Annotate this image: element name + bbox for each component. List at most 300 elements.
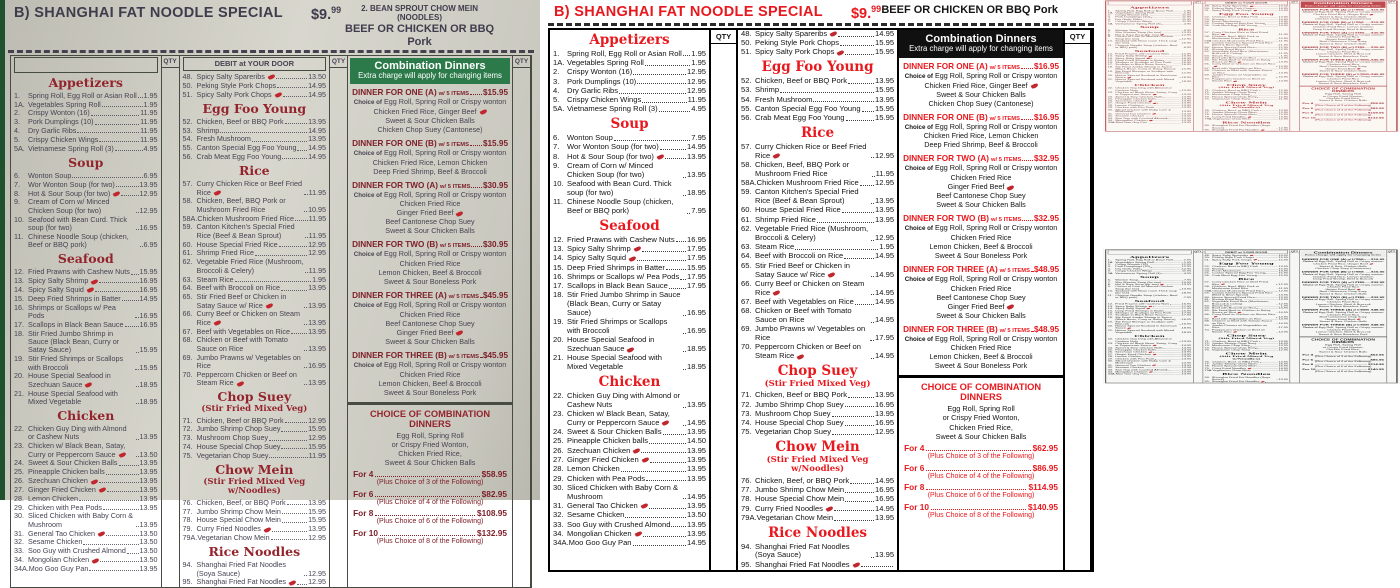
item-name-text: Crispy Wonton (16) [1115, 14, 1148, 16]
item-name-text: Spring Roll, Egg Roll or Asian Roll [1115, 9, 1173, 11]
choice-of-label: Choice of [354, 150, 382, 157]
item-name-text: Chicken Guy Ding with Almond or Cashew Nuts [28, 424, 127, 441]
debit-header-cell: DEBIT at YOUR DOOR [183, 57, 327, 71]
item-price: 18.95 [140, 398, 158, 406]
dinner-name: DINNER FOR ONE (A) [1302, 258, 1347, 260]
item-number: 60. [1205, 46, 1212, 48]
item-number: 62. [741, 225, 755, 234]
item-price: 13.95 [875, 206, 894, 215]
item-price: 12.95 [140, 190, 158, 198]
item-number: 69. [183, 354, 197, 362]
item-number: 68. [1205, 320, 1212, 322]
item-name-text: Vegetable Fried Rice (Mushroom, Broccoli & Celery) [1212, 300, 1269, 304]
item-price: 13.95 [1278, 345, 1288, 347]
dot-leader [795, 249, 878, 250]
menu-item [741, 188, 894, 206]
item-number: 64. [1205, 57, 1212, 59]
item-price: 13.95 [1182, 283, 1192, 285]
menu-item [183, 354, 327, 371]
item-number: 18. [14, 330, 28, 338]
item-name-text: Peking Style Pork Chops [1212, 7, 1254, 9]
item-name-text: Chicken, Beef or BBQ Pork [1212, 89, 1258, 91]
item-name-text: Chicken, Beef or BBQ Pork [1212, 265, 1258, 267]
item-price: 11.95 [309, 232, 326, 240]
item-name [1212, 381, 1265, 383]
item-number: 58. [183, 197, 197, 205]
item-price: 14.95 [875, 289, 894, 298]
item-name-text: House Special Seafood in Szechuan Sauce [567, 335, 654, 353]
item-name-text: Curry Beef or Chicken on Steam Rice [197, 309, 300, 326]
item-price: 7.95 [691, 134, 706, 143]
dot-leader [304, 350, 307, 351]
dinner-line-text: Chicken Fried Rice [400, 370, 461, 379]
item-price: 16.95 [1182, 323, 1192, 325]
item-name-text: Vegetarian Chow Mein [1212, 369, 1250, 371]
dot-leader [834, 510, 874, 511]
chili-icon [289, 579, 297, 585]
item-price: 14.95 [875, 30, 894, 39]
item-number: 65. [183, 293, 197, 301]
item-number: 26. [14, 477, 28, 485]
dinner-line-text: Ginger Fried Beef [1325, 38, 1355, 40]
item-price: 11.95 [140, 109, 157, 117]
item-name [29, 565, 89, 573]
item-price: 13.50 [140, 451, 158, 459]
dot-leader [683, 195, 686, 196]
combination-banner [1301, 251, 1386, 258]
item-price: 13.95 [140, 468, 158, 476]
chili-icon [479, 109, 487, 115]
dinner-line [903, 173, 1059, 182]
item-number: 95. [183, 578, 197, 586]
choice-of-label: Choice of [1303, 261, 1318, 263]
item-number: 7. [553, 143, 567, 152]
item-name-text: Jumbo Shrimp Chow Mein [1212, 363, 1257, 365]
item-price: 4.95 [691, 105, 706, 114]
item-name-text: House Special Seafood with Mixed Vegetable [567, 353, 662, 371]
item-name [197, 371, 304, 388]
item-price: 16.95 [687, 309, 706, 318]
debit-header-cell: DEBIT at YOUR DOOR [1205, 1, 1288, 4]
item-name [28, 425, 135, 442]
item-name-text: Vegetarian Chop Suey [1212, 98, 1250, 100]
item-number: 8. [1108, 34, 1115, 36]
dinner-price: $30.95 [483, 181, 508, 190]
choice-combination-desc: Sweet & Sour Chicken Balls [1302, 350, 1384, 352]
item-name-text: Spicy Salty Pork Chops [1212, 9, 1252, 11]
item-price: 14.95 [875, 477, 894, 486]
item-name-text: Wonton Soup [567, 133, 613, 142]
item-price: 12.95 [875, 152, 894, 161]
item-price: 14.95 [687, 539, 706, 548]
dinner-line [352, 319, 508, 328]
item-name-text: Seafood with Bean Curd. Thick soup (for two) [1115, 290, 1177, 294]
item-name-text: Spring Roll, Egg Roll or Asian Roll [1115, 259, 1173, 261]
item-name-text: Shrimp Fried Rice [1212, 48, 1242, 50]
item-name-text: Fresh Mushroom [197, 134, 251, 143]
item-name-text: House Special Fried Rice [197, 240, 278, 249]
section-subtitle: (Stir Fried Mixed Veg w/Noodles) [741, 456, 894, 475]
item-number: 62. [1205, 51, 1212, 53]
item-number: 29. [14, 504, 28, 512]
item-number: 71. [1205, 340, 1212, 342]
item-name [755, 428, 831, 437]
qty-header: QTY [1387, 1, 1396, 4]
dinner-line [903, 334, 1059, 344]
item-price: 13.95 [1182, 96, 1192, 98]
menu-note-line2: BEEF OR CHICKEN OR BBQ Pork [341, 23, 498, 49]
item-number: 65. [1205, 59, 1212, 61]
dot-leader [304, 367, 308, 368]
item-number: 5. [553, 96, 567, 105]
chili-icon [214, 320, 222, 326]
item-name [569, 539, 632, 548]
item-price: 13.50 [140, 556, 158, 564]
item-name-text: Mongolian Chicken [28, 555, 89, 564]
dinner-block [1302, 296, 1385, 307]
section-title: Rice Noodles [741, 526, 894, 541]
item-name-text: Chicken with Pea Pods [28, 503, 102, 512]
dot-leader [281, 448, 307, 449]
item-number: 20. [14, 372, 28, 380]
choice-of-label: Choice of [1303, 76, 1318, 78]
item-price: 12.95 [1278, 283, 1288, 285]
tier-row [353, 528, 507, 538]
menu-price-sup: 99 [871, 4, 881, 14]
item-price: 13.95 [687, 447, 706, 456]
dinner-name: DINNER FOR TWO (A) [1302, 31, 1348, 33]
item-name-text: Curry Chicken Rice or Beef Fried Rice [197, 179, 302, 196]
item-price: 11.95 [1279, 44, 1288, 46]
dinner-block [903, 62, 1059, 108]
item-price: 16.95 [875, 486, 894, 495]
dinner-line [903, 90, 1059, 99]
item-name-text: Mushroom Chop Suey [1212, 93, 1250, 95]
item-price: 1.95 [1281, 55, 1288, 57]
dinner-block [1302, 9, 1385, 20]
dot-leader [641, 452, 686, 453]
item-price: 15.95 [308, 508, 326, 516]
dinner-line-text: Sweet & Sour Boneless Pork [1319, 333, 1368, 335]
item-price: 14.95 [1278, 9, 1288, 11]
tier-note: (Plus Choice of 3 of the Following) [1302, 105, 1384, 107]
section-subtitle: (Stir Fried Mixed Veg) [1205, 337, 1288, 339]
menu-item [741, 514, 894, 523]
item-name-text: Shrimp Fried Rice [197, 248, 255, 257]
item-name-text: Wor Wonton Soup (for two) [1115, 281, 1161, 283]
qty-gutter [709, 30, 738, 570]
item-name-text: Chicken, Beef, or BBQ Pork [197, 498, 286, 507]
dot-leader [926, 470, 1030, 471]
item-number: 23. [553, 410, 567, 419]
section-title: Rice Noodles [1205, 121, 1288, 124]
item-price: 16.95 [1182, 62, 1192, 64]
item-name [1116, 122, 1148, 124]
item-number: 2. [14, 109, 28, 117]
item-name-text: Crispy Wonton (16) [28, 108, 90, 117]
tier-label: For 6 [1302, 107, 1313, 109]
item-name-text: House Special Chow Mein [1212, 114, 1257, 116]
combination-column [1300, 250, 1387, 383]
tier-note: (Plus Choice of 3 of the Following) [353, 479, 507, 486]
dinner-line [1302, 43, 1385, 45]
item-number: 7. [1108, 32, 1115, 34]
dot-leader [871, 358, 874, 359]
item-price: 16.95 [687, 236, 706, 245]
item-number: 16. [14, 304, 28, 312]
item-price: 13.95 [1278, 340, 1288, 342]
dinner-items-count: w/ 5 ITEMS [1348, 32, 1364, 33]
dinner-title-row [352, 181, 508, 190]
item-name-text: Dry Garlic Ribs [28, 126, 76, 135]
tier-note: (Plus Choice of 8 of the Following) [904, 512, 1058, 519]
dot-leader [838, 36, 874, 37]
item-price: 13.95 [308, 135, 326, 143]
dot-leader [83, 544, 138, 545]
dot-leader [279, 246, 307, 247]
item-price: 14.95 [1278, 18, 1288, 20]
item-price: 13.95 [140, 459, 158, 467]
menu-item [553, 318, 706, 336]
item-price: 12.95 [1182, 34, 1192, 36]
menu-copy-mini-top [1103, 0, 1400, 246]
choice-of-label: Choice of [905, 124, 933, 131]
item-number: 16. [553, 273, 567, 282]
tier-note: (Plus Choice of 8 of the Following) [1302, 370, 1384, 372]
dinner-line [903, 223, 1059, 233]
choice-combination-desc: Egg Roll, Spring Roll [1302, 93, 1384, 95]
item-name [755, 262, 870, 280]
menu-note [881, 4, 1058, 17]
item-number: 14. [553, 254, 567, 263]
dinner-line-text: Chicken Fried Rice [951, 233, 1012, 242]
item-price: 15.95 [1278, 114, 1288, 116]
dot-leader [683, 369, 686, 370]
item-number: 76. [1205, 109, 1212, 111]
menu-table [10, 55, 532, 588]
item-name [1212, 329, 1276, 333]
item-price: 13.95 [1182, 32, 1192, 34]
dinner-items-count: w/ 5 ITEMS [440, 243, 470, 249]
section-title: Appetizers [1108, 255, 1191, 258]
dinner-items-count: w/ 5 ITEMS [1353, 59, 1369, 60]
dot-leader [135, 317, 139, 318]
item-price: 13.95 [140, 495, 158, 503]
menu-item [1205, 78, 1288, 82]
item-price: 13.95 [140, 486, 158, 494]
dinner-line [352, 199, 508, 208]
dinner-line [903, 302, 1059, 311]
item-number: 32. [553, 511, 567, 520]
dinner-price: $48.95 [1034, 265, 1059, 274]
dinner-line-text: Beef Cantonese Chop Suey [936, 191, 1025, 200]
chili-icon [267, 74, 275, 80]
dinner-items-count: w/ 5 ITEMS [991, 157, 1021, 163]
dot-leader [295, 220, 308, 221]
item-name-text: House Special Chow Mein [755, 494, 844, 503]
dinner-line [352, 388, 508, 397]
dinner-name: DINNER FOR THREE (A) [352, 291, 447, 300]
item-name-text: Chicken, Beef or BBQ Pork [197, 416, 284, 425]
item-number: 61. [741, 216, 755, 225]
item-name-text: Canton Special Egg Foo Young [197, 143, 297, 152]
dinner-line-text: Sweet & Sour Boneless Pork [1319, 82, 1368, 84]
item-number: 19. [1108, 70, 1115, 72]
menu-item [183, 371, 327, 388]
item-name [28, 330, 135, 355]
item-name-text: House Special Seafood with Mixed Vegetable [28, 389, 118, 406]
item-number: 77. [183, 508, 197, 516]
tier-row [904, 482, 1058, 492]
dinner-line [1302, 305, 1385, 307]
item-name-text: Pork Dumplings (10) [28, 117, 94, 126]
item-name-text: Crispy Chicken Wings [567, 95, 641, 104]
item-name-text: Vietnamese Spring Roll (3) [1115, 272, 1160, 274]
item-number: 16. [1108, 62, 1115, 64]
menu-price [311, 5, 341, 23]
dinner-title-row [903, 154, 1059, 163]
item-price: 11.95 [1279, 40, 1288, 42]
item-name-text: Shanghai Fried Fat Noodles [197, 577, 287, 586]
item-number: 15. [1108, 310, 1115, 312]
item-price: 13.50 [1182, 113, 1192, 115]
menu-item [553, 291, 706, 317]
menu-item [183, 534, 327, 542]
item-name-text: Sesame Chicken [567, 510, 624, 519]
item-price: 13.50 [1182, 366, 1192, 368]
dinner-price: $30.95 [1371, 31, 1384, 33]
section-title: Chicken [14, 409, 158, 423]
item-name-text: Vegetarian Chow Mein [1212, 118, 1250, 120]
item-name-text: Chinese Noodle Soup (chicken, Beef or BBQ pork) [1115, 294, 1177, 298]
dinner-line [352, 167, 508, 176]
item-price: 14.95 [308, 127, 326, 135]
menu-item [741, 114, 894, 123]
dot-leader [614, 140, 690, 141]
chili-icon [1369, 263, 1373, 265]
item-name [197, 310, 303, 327]
item-name-text: Beef with Broccoli on Rice [1212, 57, 1256, 59]
item-name-text: Chicken Guy Ding with Almond or Cashew Nuts [567, 391, 680, 409]
item-name-text: Vietnamese Spring Roll (3) [28, 144, 114, 153]
item-name-text: Spicy Salty Spareribs [1212, 5, 1248, 7]
item-number: 5. [14, 136, 28, 144]
chili-icon [1007, 184, 1015, 190]
item-number: 11. [14, 233, 28, 241]
dot-leader [621, 471, 686, 472]
item-number: 6. [553, 134, 567, 143]
item-name [1115, 329, 1179, 333]
item-name-text: Moo Goo Guy Pan [569, 538, 632, 547]
item-number: 26. [553, 447, 567, 456]
item-number: 28. [14, 495, 28, 503]
choice-of-label: Choice of [1303, 299, 1318, 301]
chili-icon [1030, 83, 1038, 89]
item-name [567, 318, 682, 336]
dinner-line-text: Sweet & Sour Chicken Balls [1319, 16, 1366, 18]
dot-leader [480, 357, 482, 358]
item-price: 16.95 [1182, 303, 1192, 305]
item-price: 17.95 [1182, 314, 1192, 316]
item-price: 13.95 [687, 465, 706, 474]
item-number: 9. [1108, 286, 1115, 288]
item-name [197, 561, 303, 578]
item-name-text: Mongolian Chicken [567, 529, 632, 538]
item-name-text: Jumbo Shrimp Chop Suey [197, 424, 281, 433]
dinner-price: $16.95 [1034, 113, 1059, 122]
menu-item [741, 561, 894, 570]
item-number: 53. [1205, 18, 1212, 20]
item-number: 50. [1205, 256, 1212, 258]
item-number: 30. [1108, 360, 1115, 362]
dinner-line-text: Chicken Chop Suey (Cantonese) [928, 99, 1033, 108]
dinner-block [903, 214, 1059, 260]
item-price: 13.95 [1182, 347, 1192, 349]
dinner-line-text: Ginger Fried Beef [397, 208, 454, 217]
dinner-items-count: w/ 5 ITEMS [1000, 328, 1030, 334]
dinner-line [903, 352, 1059, 361]
item-number: 66. [1205, 314, 1212, 316]
item-number: 56. [183, 153, 197, 161]
dinner-items-count: w/ 5 ITEMS [440, 184, 470, 190]
item-number: 71. [741, 391, 755, 400]
choice-combination-desc: Sweet & Sour Chicken Balls [1302, 99, 1384, 101]
item-number: 56. [1205, 25, 1212, 27]
menu-item [14, 198, 158, 215]
item-price: 13.95 [1182, 122, 1192, 124]
chili-icon [627, 346, 635, 352]
item-number: 48. [741, 30, 755, 39]
item-name-text: Chicken Mushroom Fried Rice [757, 178, 859, 187]
menu-column [180, 56, 330, 587]
dinner-block [1302, 271, 1385, 280]
dinner-line-text: Egg Roll, Spring Roll or Crispy wonton [384, 249, 506, 258]
item-name-text: House Special Chop Suey [1212, 347, 1256, 349]
qty-gutter [329, 56, 348, 587]
item-number: 62. [183, 258, 197, 266]
dot-leader [480, 297, 482, 298]
chili-icon [852, 562, 860, 568]
item-number: 53. [183, 127, 197, 135]
item-number: 53. [1205, 268, 1212, 270]
dot-leader [871, 557, 874, 558]
item-name-text: Stir Fried Jumbo Shrimp in Sauce (Black Bean, Curry or Satay Sauce) [567, 290, 681, 317]
menu-item [183, 258, 327, 275]
dot-leader [102, 106, 143, 107]
dinner-line [1302, 70, 1385, 72]
dot-leader [106, 535, 139, 536]
item-number: 61. [1205, 48, 1212, 50]
item-name-text: Steam Rice [755, 242, 794, 251]
item-price: 13.95 [1278, 294, 1288, 296]
item-number: 34A. [14, 565, 29, 573]
chili-icon [1007, 304, 1015, 310]
item-name-text: Fresh Mushroom [1212, 270, 1241, 272]
item-number: 52. [183, 118, 197, 126]
menu-column [738, 30, 897, 570]
item-price: 12.95 [308, 570, 326, 578]
dot-leader [269, 440, 307, 441]
item-price: 13.95 [875, 391, 894, 400]
dinner-line-text: Chicken Fried Rice, Ginger Beef [1313, 13, 1368, 15]
section-title: Chop Suey [183, 390, 327, 404]
dinner-line-text: Egg Roll, Spring Roll or Crispy wonton [935, 71, 1057, 80]
menu-item [183, 91, 327, 99]
section-title: Chop Suey [741, 364, 894, 379]
item-price: 14.95 [1278, 254, 1288, 256]
item-name-text: Shanghai Fried Fat Noodles [1212, 129, 1259, 131]
item-name [567, 291, 682, 317]
